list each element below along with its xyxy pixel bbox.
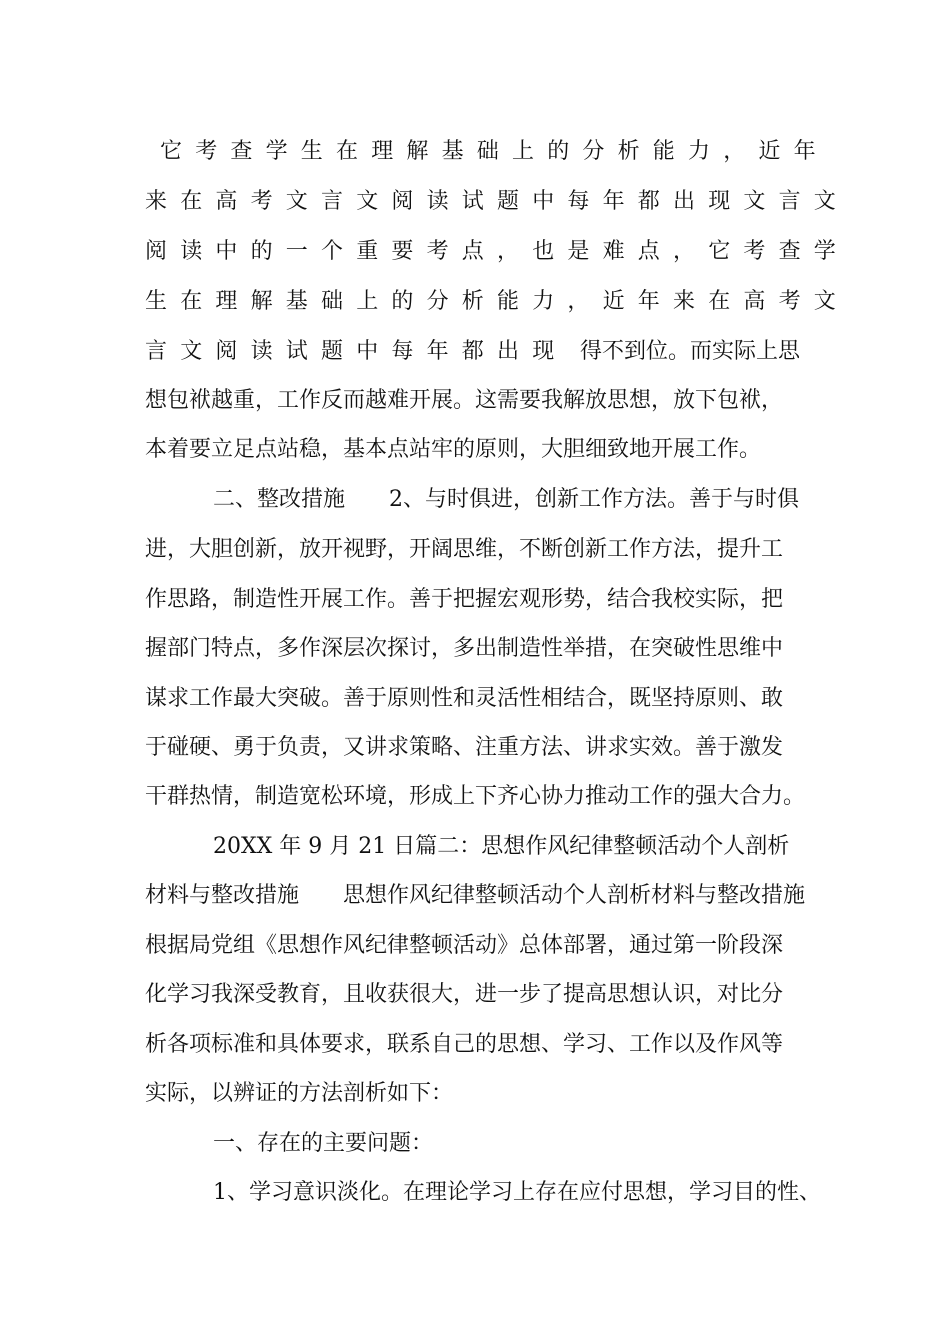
text-line-1: 它考查学生在理解基础上的分析能力，近年 <box>160 139 829 164</box>
text-line-14: 干群热情，制造宽松环境，形成上下齐心协力推动工作的强大合力。 <box>145 784 806 809</box>
text-line-7: 本着要立足点站稳，基本点站牢的原则，大胆细致地开展工作。 <box>145 437 762 462</box>
text-line-17: 根据局党组《思想作风纪律整顿活动》总体部署，通过第一阶段深 <box>145 933 784 958</box>
text-line-11: 握部门特点，多作深层次探讨，多出制造性举措，在突破性思维中 <box>145 636 784 661</box>
text-line-13: 于碰硬、勇于负责，又讲求策略、注重方法、讲求实效。善于激发 <box>145 735 784 760</box>
text-line-19: 析各项标准和具体要求，联系自己的思想、学习、工作以及作风等 <box>145 1032 784 1057</box>
text-line-2: 来在高考文言文阅读试题中每年都出现文言文 <box>145 189 850 214</box>
text-line-16: 材料与整改措施 思想作风纪律整顿活动个人剖析材料与整改措施 <box>145 883 806 908</box>
text-line-18: 化学习我深受教育，且收获很大，进一步了提高思想认识，对比分 <box>145 982 784 1007</box>
text-line-9: 进，大胆创新，放开视野，开阔思维，不断创新工作方法，提升工 <box>145 537 784 562</box>
text-line-3: 阅读中的一个重要考点，也是难点，它考查学 <box>145 239 850 264</box>
text-line-4: 生在理解基础上的分析能力，近年来在高考文 <box>145 289 850 314</box>
section-heading: 一、存在的主要问题： <box>213 1131 434 1156</box>
text-line-12: 谋求工作最大突破。善于原则性和灵活性相结合，既坚持原则、敢 <box>145 686 784 711</box>
text-line-5a: 言文阅读试题中每年都出现 <box>145 339 568 364</box>
text-line-10: 作思路，制造性开展工作。善于把握宏观形势，结合我校实际，把 <box>145 587 784 612</box>
text-line-5b: 得不到位。而实际上思 <box>580 339 801 364</box>
text-line-15: 20XX 年 9 月 21 日篇二：思想作风纪律整顿活动个人剖析 <box>213 834 790 859</box>
text-line-20: 实际，以辨证的方法剖析如下： <box>145 1081 454 1106</box>
text-line-8: 二、整改措施 2、与时俱进，创新工作方法。善于与时俱 <box>213 487 799 512</box>
text-line-6: 想包袱越重，工作反而越难开展。这需要我解放思想，放下包袱， <box>145 388 784 413</box>
text-line-22: 1、学习意识淡化。在理论学习上存在应付思想，学习目的性、 <box>213 1180 821 1205</box>
